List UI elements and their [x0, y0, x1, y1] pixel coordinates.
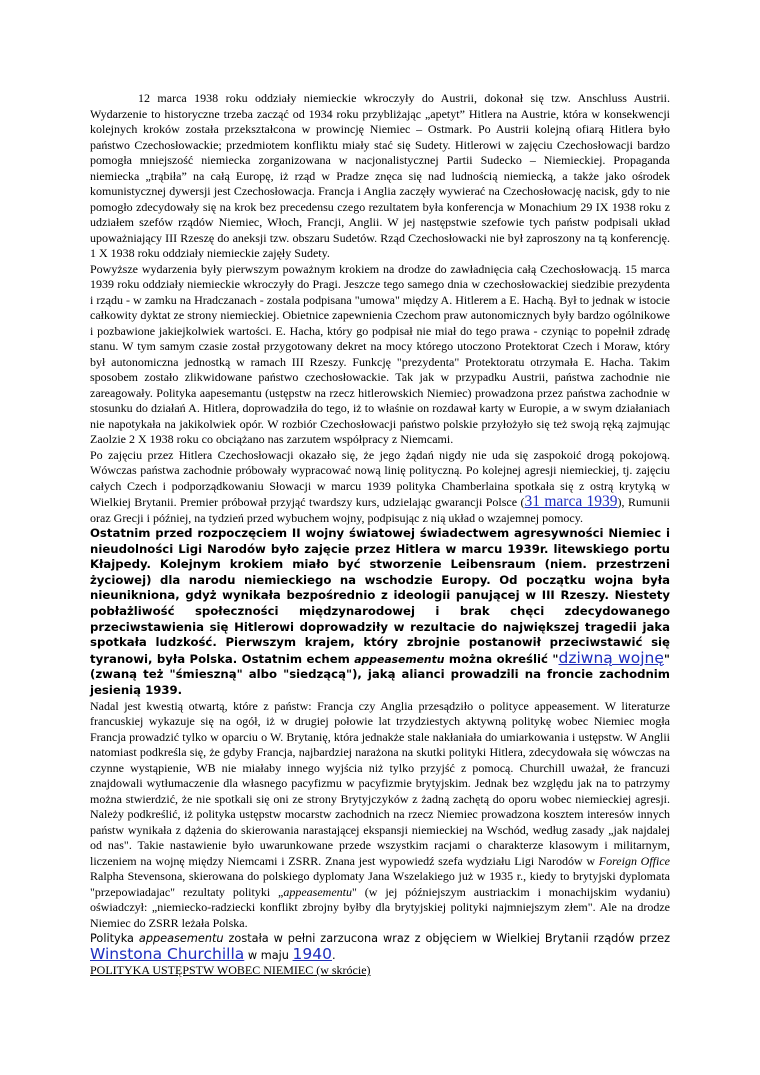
paragraph-chamberlain — [90, 448, 670, 527]
italic-term: Foreign Office — [598, 853, 670, 868]
paragraph-text: Po zajęciu przez Hitlera Czechosłowacji okazało się, że jego żądań nigdy nie uda się zaspokoić drogą pokojową. Wówczas państwa zachodnie próbowały wypracować nową linię polityczną. Po kolejnej agresji niemieckiej, tj. zajęciu całych Czech i podporządkowaniu Słowacji w marcu 1939 polityka Chamberlaina spotkała się z ostrą krytyką w Wielkiej Brytanii. Premier próbował przyjąć twardszy kurs, udzielając gwarancji Polsce ( — [90, 447, 670, 509]
italic-term: appeasementu — [138, 932, 224, 946]
section-heading: POLITYKA USTĘPSTW WOBEC NIEMIEC (w skrócie) — [90, 963, 371, 978]
paragraph-text: Ostatnim przed rozpoczęciem II wojny światowej świadectwem agresywności Niemiec i nieudolności Ligi Narodów było zajęcie przez Hitlera w marcu 1939r. litewskiego portu Kłajpedy. Kolejnym krokiem miało być stworzenie Leibensraum (niem. przestrzeni życiowej) dla narodu niemieckiego na wschodzie Europy. Od początku wojna była nieunikniona, gdyż wynikała bezpośrednio z ideologii panującej w III Rzeszy. Niestety pobłażliwość społeczności międzynarodowej i brak chęci zdecydowanego przeciwstawienia się Hitlerowi doprowadziły w rezultacie do największej tragedii jaka spotkała ludzkość. Pierwszym krajem, który zbrojnie postanowił przeciwstawić się tyranowi, była Polska. Ostatnim echem — [90, 526, 670, 666]
paragraph-text: ), Rumunii oraz Grecji i później, na tydzień przed wybuchem wojny, podpisując z nią układ o wzajemnej pomocy. — [90, 495, 670, 525]
paragraph-anschluss: 12 marca 1938 roku oddziały niemieckie wkroczyły do Austrii, dokonał się tzw. Anschluss Austrii. Wydarzenie to historyczne trzeba zacząć od 1934 roku przybliżając „apetyt” Hitlera na Austrie, która w konsekwencji kolejnych kroków została przekształcona w prowincję Niemiec – Ostmark. Po Austrii kolejną ofiarą Hitlera było państwo Czechosłowackie; przedmiotem konfliktu miały stać się Sudety. Hitlerowi w zajęciu Czechosłowacji bardzo pomogła mniejszość niemiecka zorganizowana w nacjonalistycznej Partii Sudecko – Niemieckiej. Propaganda niemiecka „trąbiła” na całą Europę, iż rząd w Pradze znęca się nad ludnością niemiecką, a także jako ośrodek komunistycznej dywersji jest Czechosłowacja. Francja i Anglia zaczęły wywierać na Czechosłowację nacisk, gdy to nie pomogło zdecydowały się na krok bez precedensu czego rezultatem była konferencja w Monachium 29 IX 1938 roku z udziałem szefów rządów Niemiec, Włoch, Francji, Anglii. W jej następstwie szefowie tych państw podpisali układ upoważniający III Rzeszę do aneksji tzw. obszaru Sudetów. Rząd Czechosłowacki nie był zaproszony na tą konferencję. 1 X 1938 roku oddziały niemieckie zajęły Sudety. — [90, 91, 670, 260]
paragraph-text: Ralpha Stevensona, skierowana do polskiego dyplomaty Jana Wszelakiego już w 1935 r., kiedy to brytyjski dyplomata "przepowiadajac" rezultaty polityki „ — [90, 869, 670, 899]
paragraph-text: " (w jej późniejszym austriackim i monachijskim wydaniu) oświadczył: „niemiecko-radziecki konflikt zbrojny byłby dla brytyjskiej polityki najmniejszym złem". Ale na drodze Niemiec do ZSRR leżała Polska. — [90, 884, 670, 930]
paragraph-text: " (zwaną też "śmieszną" albo "siedzącą"), jaką alianci prowadzili na froncie zachodnim jesienią 1939. — [90, 651, 670, 697]
paragraph-text: można określić " — [444, 651, 559, 666]
link-31-marca-1939[interactable]: 31 marca 1939 — [524, 493, 618, 510]
link-winstona-churchilla[interactable]: Winstona Churchilla — [90, 944, 245, 963]
paragraph-churchill — [90, 931, 670, 963]
italic-term: appeasementu — [354, 652, 445, 666]
link-1940[interactable]: 1940 — [292, 944, 332, 963]
document-page — [90, 91, 670, 979]
paragraph-text: . — [331, 948, 336, 962]
paragraph-klajpeda — [90, 526, 670, 699]
link-dziwna-wojna[interactable]: dziwną wojnę — [558, 648, 664, 667]
paragraph-text: Polityka — [90, 932, 139, 946]
paragraph-text: Nadal jest kwestią otwartą, które z państw: Francja czy Anglia przesądziło o polityce appeasement. W literaturze francuskiej wykazuje się na ogół, iż w drugiej połowie lat trzydziestych aktywną politykę wobec Niemiec mogła Francja prowadzić tylko w oparciu o W. Brytanię, która jednakże stale nakłaniała do umiarkowania i ustępstw. W Anglii natomiast podkreśla się, że gdyby Francja, najbardziej narażona na skutki polityki Hitlera, zdecydowała się wówczas na czynne wystąpienie, WB nie miałaby innego wyjścia niż tylko przyjść z pomocą. Churchill uważał, że francuzi znajdowali wytłumaczenie dla własnego pacyfizmu w pacyfizmie brytyjskim. Jednak bez względu jak na to patrzymy można stwierdzić, że nie spotkali się oni ze strony Brytyjczyków z żadną zachętą do oporu wobec niemieckiej agresji. Należy podkreślić, iż polityka ustępstw mocarstw zachodnich na rzecz Niemiec prowadzona kosztem interesów innych państw wynikała z dążenia do skierowania narastającej ekspansji niemieckiej na Wschód, według zasady „jak najdalej od nas". Takie nastawienie było uwarunkowane przede wszystkim racjami o charakterze klasowym i militarnym, liczeniem na wojnę między Niemcami i ZSRR. Znana jest wypowiedź szefa wydziału Ligi Narodów w — [90, 698, 670, 868]
paragraph-czechoslovakia: Powyższe wydarzenia były pierwszym poważnym krokiem na drodze do zawładnięcia całą Czechosłowacją. 15 marca 1939 roku oddziały niemieckie wkroczyły do Pragi. Jeszcze tego samego dnia w czechosłowackiej siedzibie prezydenta i rządu - w zamku na Hradczanach - zostala podpisana "umowa" między A. Hitlerem a E. Hachą. Był to jednak w istocie całkowity dyktat ze strony niemieckiej. Obietnice zapewnienia Czechom praw autonomicznych były bardzo ogólnikowe i pozbawione jakiejkolwiek wartości. E. Hacha, który go podpisał nie miał do tego prawa - czyniąc to popełnił zdradę stanu. W tym samym czasie został przygotowany dekret na mocy którego utoczono Protektorat Czech i Moraw, który był autonomiczna jednostką w ramach III Rzeszy. Funkcję "prezydenta" Protektoratu otrzymała E. Hacha. Takim sposobem zostało zlikwidowane państwo czechosłowackie. Tak jak w przypadku Austrii, państwa zachodnie nie zareagowały. Polityka aapesemantu (ustępstw na rzecz hitlerowskich Niemiec) prowadzona przez państwa zachodnie w stosunku do działań A. Hitlera, doprowadziła do tego, iż to właśnie on rozdawał karty w Europie, a w swym działaniach nie napotykała na jakikolwiek opór. W rozbiór Czechosłowacji państwo polskie przyłożyło się też swoją ręką zajmując Zaolzie 2 X 1938 roku co obciążano nas zarzutem współpracy z Niemcami. — [90, 261, 670, 446]
italic-term: appeasementu — [283, 884, 353, 899]
paragraph-text: w maju — [244, 948, 293, 962]
paragraph-text: została w pełni zarzucona wraz z objęciem w Wielkiej Brytanii rządów przez — [223, 932, 670, 946]
paragraph-appeasement-debate — [90, 699, 670, 932]
